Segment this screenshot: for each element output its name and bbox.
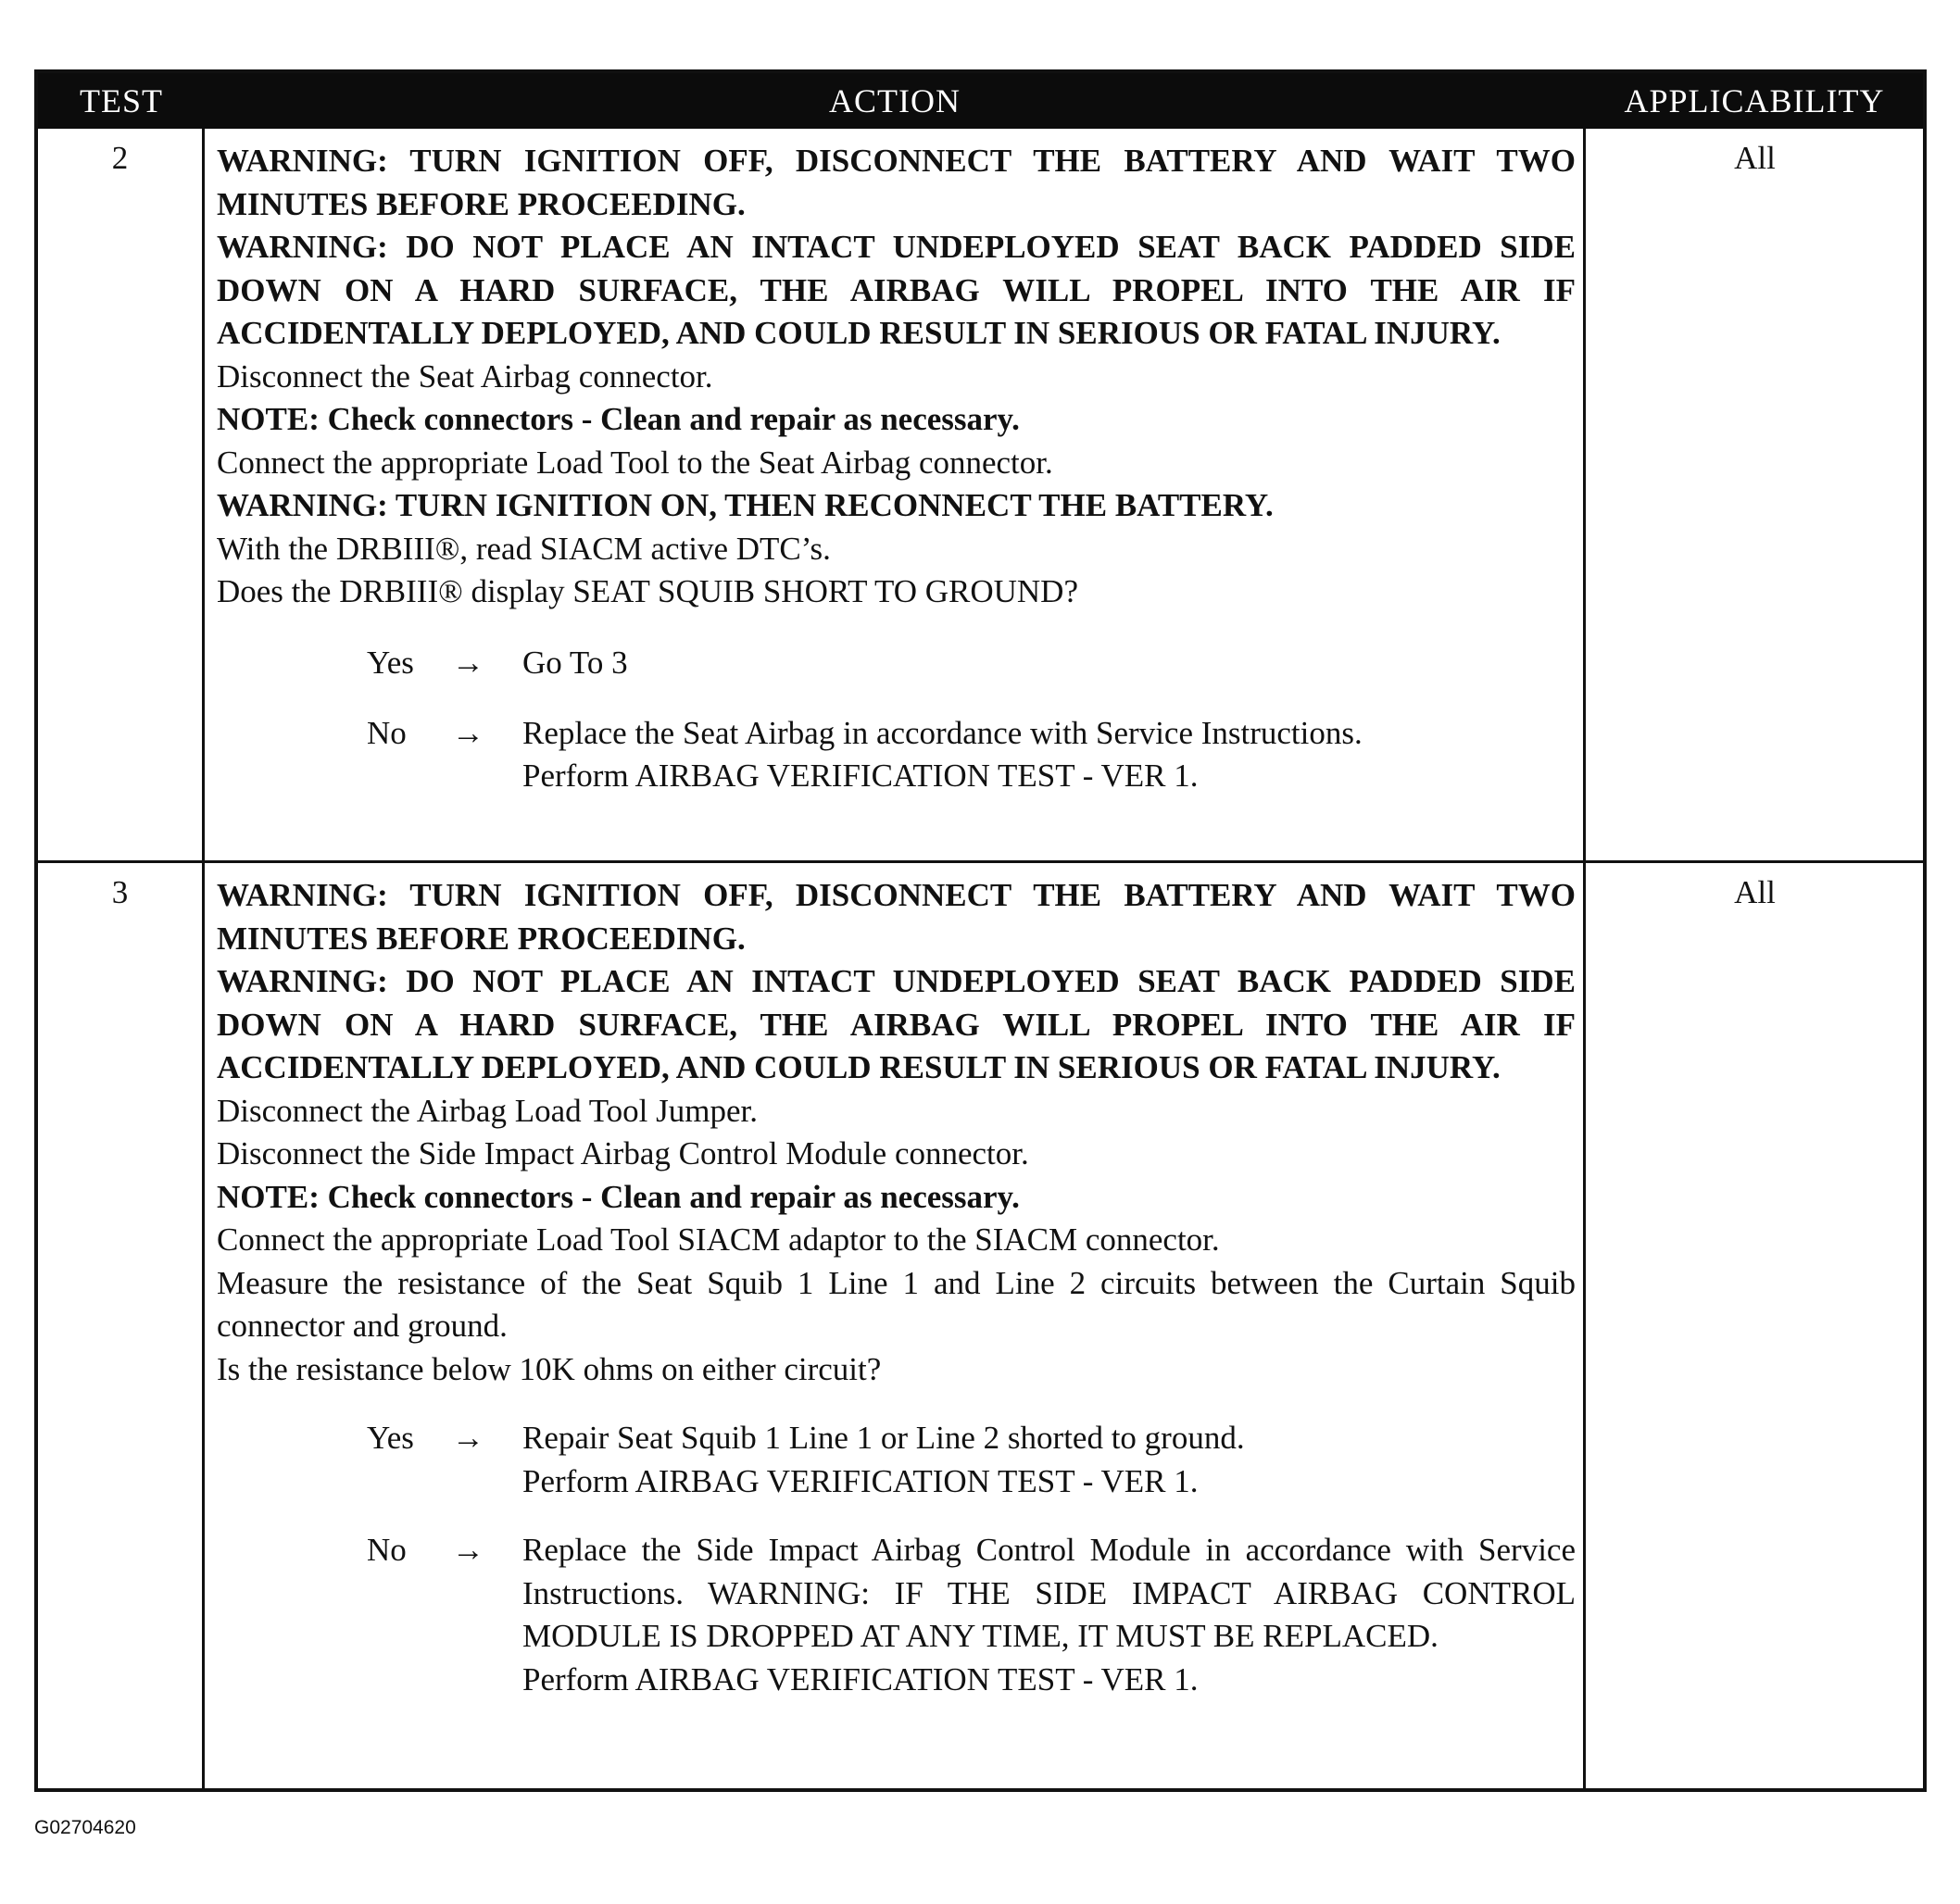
yes-label: Yes (367, 1420, 414, 1456)
note-text: NOTE: Check connectors - Clean and repair as necessary. (217, 1178, 1020, 1215)
warning-text: WARNING: DO NOT PLACE AN INTACT UNDEPLOYED SEAT BACK PADDED SIDE DOWN ON A HARD SURFACE, THE AIRBAG WILL PROPEL INTO THE AIR IF ACCIDENTALLY DEPLOYED, AND COULD RESULT IN SERIOUS OR FATAL INJURY. (217, 963, 1576, 1085)
test-number: 3 (111, 874, 129, 910)
arrow-right-icon: → (452, 1420, 484, 1456)
diagnostic-table (34, 69, 1927, 1792)
result-yes (217, 1417, 1576, 1503)
applicability-value: All (1734, 874, 1776, 910)
header-action: ACTION (829, 82, 961, 119)
action-cell (217, 140, 1576, 798)
yes-label: Yes (367, 644, 414, 681)
warning-text: WARNING: TURN IGNITION ON, THEN RECONNECT THE BATTERY. (217, 487, 1274, 523)
step-text: Measure the resistance of the Seat Squib 1 Line 1 and Line 2 circuits between the Curtain Squib connector and ground. (217, 1264, 1576, 1344)
step-text: Disconnect the Airbag Load Tool Jumper. (217, 1092, 759, 1129)
result-no (217, 712, 1576, 798)
arrow-right-icon: → (452, 644, 484, 681)
verification-line: Perform AIRBAG VERIFICATION TEST - VER 1. (522, 1462, 1199, 1499)
no-label: No (367, 1532, 407, 1568)
step-text: With the DRBIII®, read SIACM active DTC’s. (217, 530, 831, 567)
warning-text: WARNING: TURN IGNITION OFF, DISCONNECT THE BATTERY AND WAIT TWO MINUTES BEFORE PROCEEDING. (217, 877, 1576, 957)
question-text: Is the resistance below 10K ohms on either circuit? (217, 1350, 882, 1387)
arrow-right-icon: → (452, 714, 484, 751)
no-action-line: Replace the Seat Airbag in accordance with Service Instructions. (522, 714, 1363, 751)
table-header (38, 73, 1923, 129)
step-text: Connect the appropriate Load Tool to the Seat Airbag connector. (217, 444, 1053, 481)
note-text: NOTE: Check connectors - Clean and repair as necessary. (217, 401, 1020, 437)
step-text: Disconnect the Seat Airbag connector. (217, 357, 713, 395)
warning-text: WARNING: DO NOT PLACE AN INTACT UNDEPLOYED SEAT BACK PADDED SIDE DOWN ON A HARD SURFACE, THE AIRBAG WILL PROPEL INTO THE AIR IF ACCIDENTALLY DEPLOYED, AND COULD RESULT IN SERIOUS OR FATAL INJURY. (217, 229, 1576, 351)
no-action-line: Replace the Side Impact Airbag Control Module in accordance with Service Instructions. WARNING: IF THE SIDE IMPACT AIRBAG CONTROL MODULE IS DROPPED AT ANY TIME, IT MUST BE REPLACED. (522, 1532, 1576, 1654)
arrow-right-icon: → (452, 1532, 484, 1568)
warning-text: WARNING: TURN IGNITION OFF, DISCONNECT THE BATTERY AND WAIT TWO MINUTES BEFORE PROCEEDING. (217, 143, 1576, 222)
no-action-text (522, 1529, 1576, 1701)
action-cell (217, 874, 1576, 1745)
yes-action-text (522, 1417, 1576, 1503)
yes-action-line: Repair Seat Squib 1 Line 1 or Line 2 shorted to ground. (522, 1420, 1245, 1456)
step-text: Connect the appropriate Load Tool SIACM adaptor to the SIACM connector. (217, 1221, 1220, 1258)
header-test: TEST (80, 82, 163, 119)
applicability-value: All (1734, 140, 1776, 176)
test-number: 2 (111, 140, 129, 176)
verification-line: Perform AIRBAG VERIFICATION TEST - VER 1. (522, 758, 1199, 794)
no-label: No (367, 714, 407, 751)
step-text: Disconnect the Side Impact Airbag Control Module connector. (217, 1135, 1029, 1171)
table-row (38, 863, 1923, 1789)
no-action-text (522, 712, 1576, 798)
verification-line: Perform AIRBAG VERIFICATION TEST - VER 1. (522, 1660, 1199, 1697)
question-text: Does the DRBIII® display SEAT SQUIB SHORT TO GROUND? (217, 573, 1078, 609)
yes-action-text: Go To 3 (522, 644, 628, 681)
header-applicability: APPLICABILITY (1624, 82, 1885, 119)
table-row (38, 129, 1923, 860)
result-no (217, 1529, 1576, 1745)
figure-code: G02704620 (34, 1817, 136, 1838)
result-yes (217, 642, 1576, 684)
